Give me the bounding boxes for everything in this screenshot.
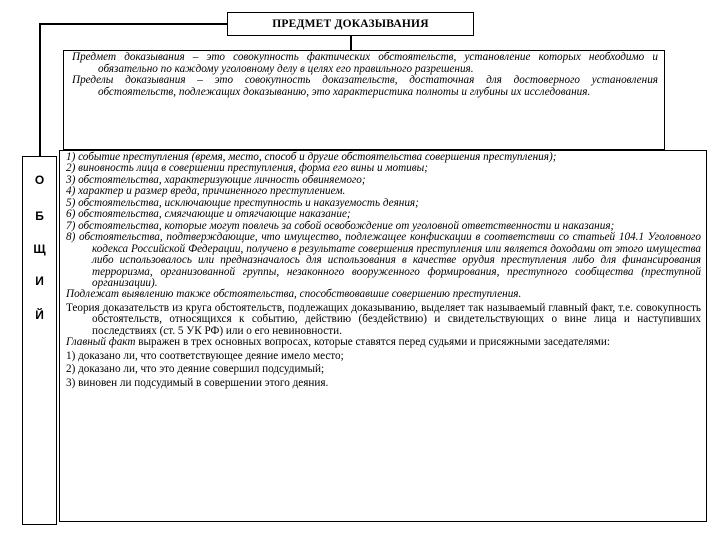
main-fact-questions-text: выражен в трех основных вопросах, которые ставятся перед судьями и присяжными заседателями: — [135, 336, 610, 349]
circumstance-item: 5) обстоятельства, исключающие преступность и наказуемость деяния; — [66, 196, 419, 209]
circumstance-item: 8) обстоятельства, подтверждающие, что имущество, подлежащее конфискации в соответствии со статьей 104.1 Уголовного кодекса Российской Федерации, получено в результате совершения преступления или является доходами от этого имущества либо использовалось или предназначалось для использования в качестве орудия преступления либо для финансирования терроризма, организованной группы, незаконного вооруженного формирования, преступного сообщества (преступной организации). — [66, 231, 701, 289]
circumstance-item: 6) обстоятельства, смягчающие и отягчающие наказание; — [66, 208, 351, 221]
side-letter: Щ — [33, 242, 46, 256]
main-fact-theory: Теория доказательств из круга обстоятельств, подлежащих доказыванию, выделяет так называемый главный факт, т.е. совокупность обстоятельств, относящихся к событию, действию (бездействию) и свидетельствующих о вине лица и наступивших последствиях (ст. 5 УК РФ) или о его невиновности. — [66, 301, 701, 337]
question-item: 3) виновен ли подсудимый в совершении этого деяния. — [66, 376, 329, 389]
circumstance-item: 7) обстоятельства, которые могут повлечь за собой освобождение от уголовной ответственности и наказания; — [66, 219, 615, 232]
main-fact-term: Главный факт — [66, 336, 136, 349]
circumstance-item: 4) характер и размер вреда, причиненного преступлением. — [66, 185, 346, 198]
connector-horizontal — [39, 23, 227, 25]
connector-vertical — [39, 23, 41, 156]
diagram-title — [227, 12, 474, 36]
side-letter: Й — [35, 308, 44, 322]
circumstance-item: 3) обстоятельства, характеризующие личность обвиняемого; — [66, 173, 366, 186]
definition-limits: Пределы доказывания – это совокупность доказательств, достаточная для достоверного установления обстоятельств, подлежащих доказыванию, это характеристика полноты и глубины их исследования. — [72, 74, 658, 98]
additional-circumstances: Подлежат выявлению также обстоятельства, способствовавшие совершению преступления. — [66, 288, 522, 301]
side-letter: О — [34, 173, 45, 187]
circumstance-item: 2) виновность лица в совершении преступления, форма его вины и мотивы; — [66, 162, 428, 175]
question-item: 1) доказано ли, что соответствующее деяние имело место; — [66, 349, 344, 362]
connector-title-down — [350, 36, 352, 50]
question-item: 2) доказано ли, что это деяние совершил подсудимый; — [66, 363, 325, 376]
general-side-label — [22, 156, 57, 525]
diagram-title-text: ПРЕДМЕТ ДОКАЗЫВАНИЯ — [272, 18, 429, 30]
main-fact-questions-intro — [66, 337, 701, 348]
circumstance-item: 1) событие преступления (время, место, способ и другие обстоятельства совершения преступления); — [66, 151, 557, 163]
side-letter: Б — [35, 209, 44, 223]
definition-subject: Предмет доказывания – это совокупность фактических обстоятельств, установление которых необходимо и обязательно по каждому уголовному делу в целях его правильного разрешения. — [72, 51, 658, 75]
circumstances-box — [59, 150, 707, 522]
side-letter: И — [35, 274, 44, 288]
definitions-box — [63, 50, 665, 150]
